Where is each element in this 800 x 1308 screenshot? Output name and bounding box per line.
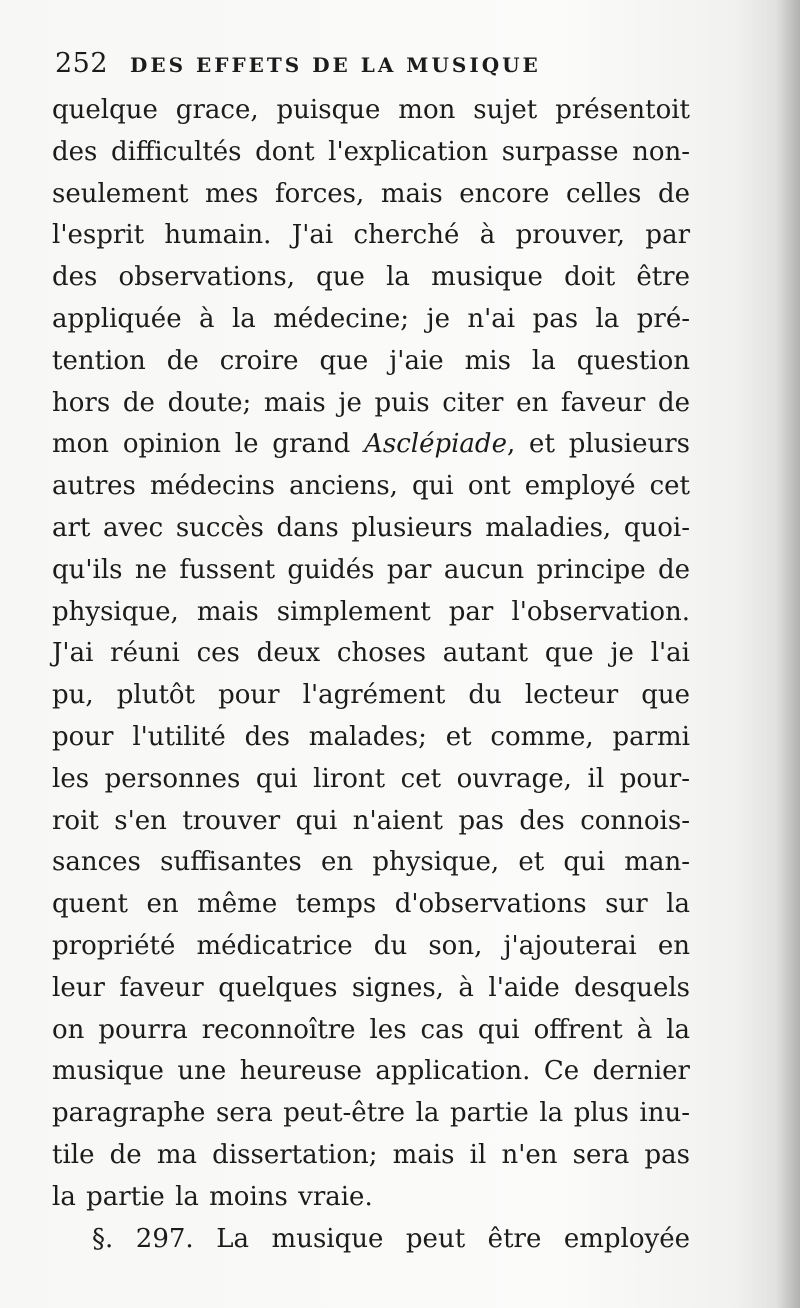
text-line: on pourra reconnoître les cas qui offrent à la bbox=[52, 1014, 690, 1045]
page-number: 252 bbox=[55, 48, 109, 79]
text-line: seulement mes forces, mais encore celles de bbox=[52, 178, 690, 209]
text-line: des difficultés dont l'explication surpasse non- bbox=[52, 136, 690, 167]
text-line: qu'ils ne fussent guidés par aucun principe de bbox=[52, 554, 690, 585]
text-line: physique, mais simplement par l'observation. bbox=[52, 596, 690, 627]
text-line: propriété médicatrice du son, j'ajouterai en bbox=[52, 930, 690, 961]
text-line: des observations, que la musique doit être bbox=[52, 262, 690, 293]
text-line: art avec succès dans plusieurs maladies, quoi- bbox=[52, 512, 690, 543]
page-edge-shadow bbox=[776, 0, 800, 1308]
text-line: hors de doute; mais je puis citer en faveur de bbox=[52, 387, 690, 418]
text-line: appliquée à la médecine; je n'ai pas la pré- bbox=[52, 303, 690, 334]
italic-name: Asclépiade bbox=[364, 429, 507, 460]
text-line: leur faveur quelques signes, à l'aide desquels bbox=[52, 972, 690, 1003]
text-line: J'ai réuni ces deux choses autant que je l'ai bbox=[52, 638, 690, 669]
text-line: pu, plutôt pour l'agrément du lecteur que bbox=[52, 680, 690, 711]
text-run: mon opinion le grand bbox=[52, 429, 365, 460]
text-line: quelque grace, puisque mon sujet présentoit bbox=[52, 95, 690, 125]
text-line: l'esprit humain. J'ai cherché à prouver, par bbox=[52, 220, 690, 251]
text-line: roit s'en trouver qui n'aient pas des connois- bbox=[52, 805, 690, 836]
text-line: autres médecins anciens, qui ont employé cet bbox=[52, 471, 690, 502]
text-line bbox=[52, 424, 690, 466]
text-line: les personnes qui liront cet ouvrage, il pour- bbox=[52, 763, 690, 794]
text-line: paragraphe sera peut-être la partie la plus inu- bbox=[52, 1098, 690, 1129]
text-line: tention de croire que j'aie mis la question bbox=[52, 345, 690, 376]
text-line: pour l'utilité des malades; et comme, parmi bbox=[52, 721, 690, 752]
text-line: quent en même temps d'observations sur la bbox=[52, 889, 690, 920]
text-line: sances suffisantes en physique, et qui man- bbox=[52, 847, 690, 878]
paragraph-last-line: la partie la moins vraie. bbox=[52, 1181, 373, 1212]
body-text bbox=[52, 90, 690, 1260]
running-head: DES EFFETS DE LA MUSIQUE bbox=[130, 53, 541, 77]
text-line: musique une heureuse application. Ce dernier bbox=[52, 1056, 690, 1087]
text-run: , et plusieurs bbox=[506, 429, 690, 460]
page-header bbox=[55, 48, 541, 82]
next-section-line: §. 297. La musique peut être employée bbox=[92, 1223, 690, 1254]
text-line: tile de ma dissertation; mais il n'en sera pas bbox=[52, 1139, 690, 1170]
